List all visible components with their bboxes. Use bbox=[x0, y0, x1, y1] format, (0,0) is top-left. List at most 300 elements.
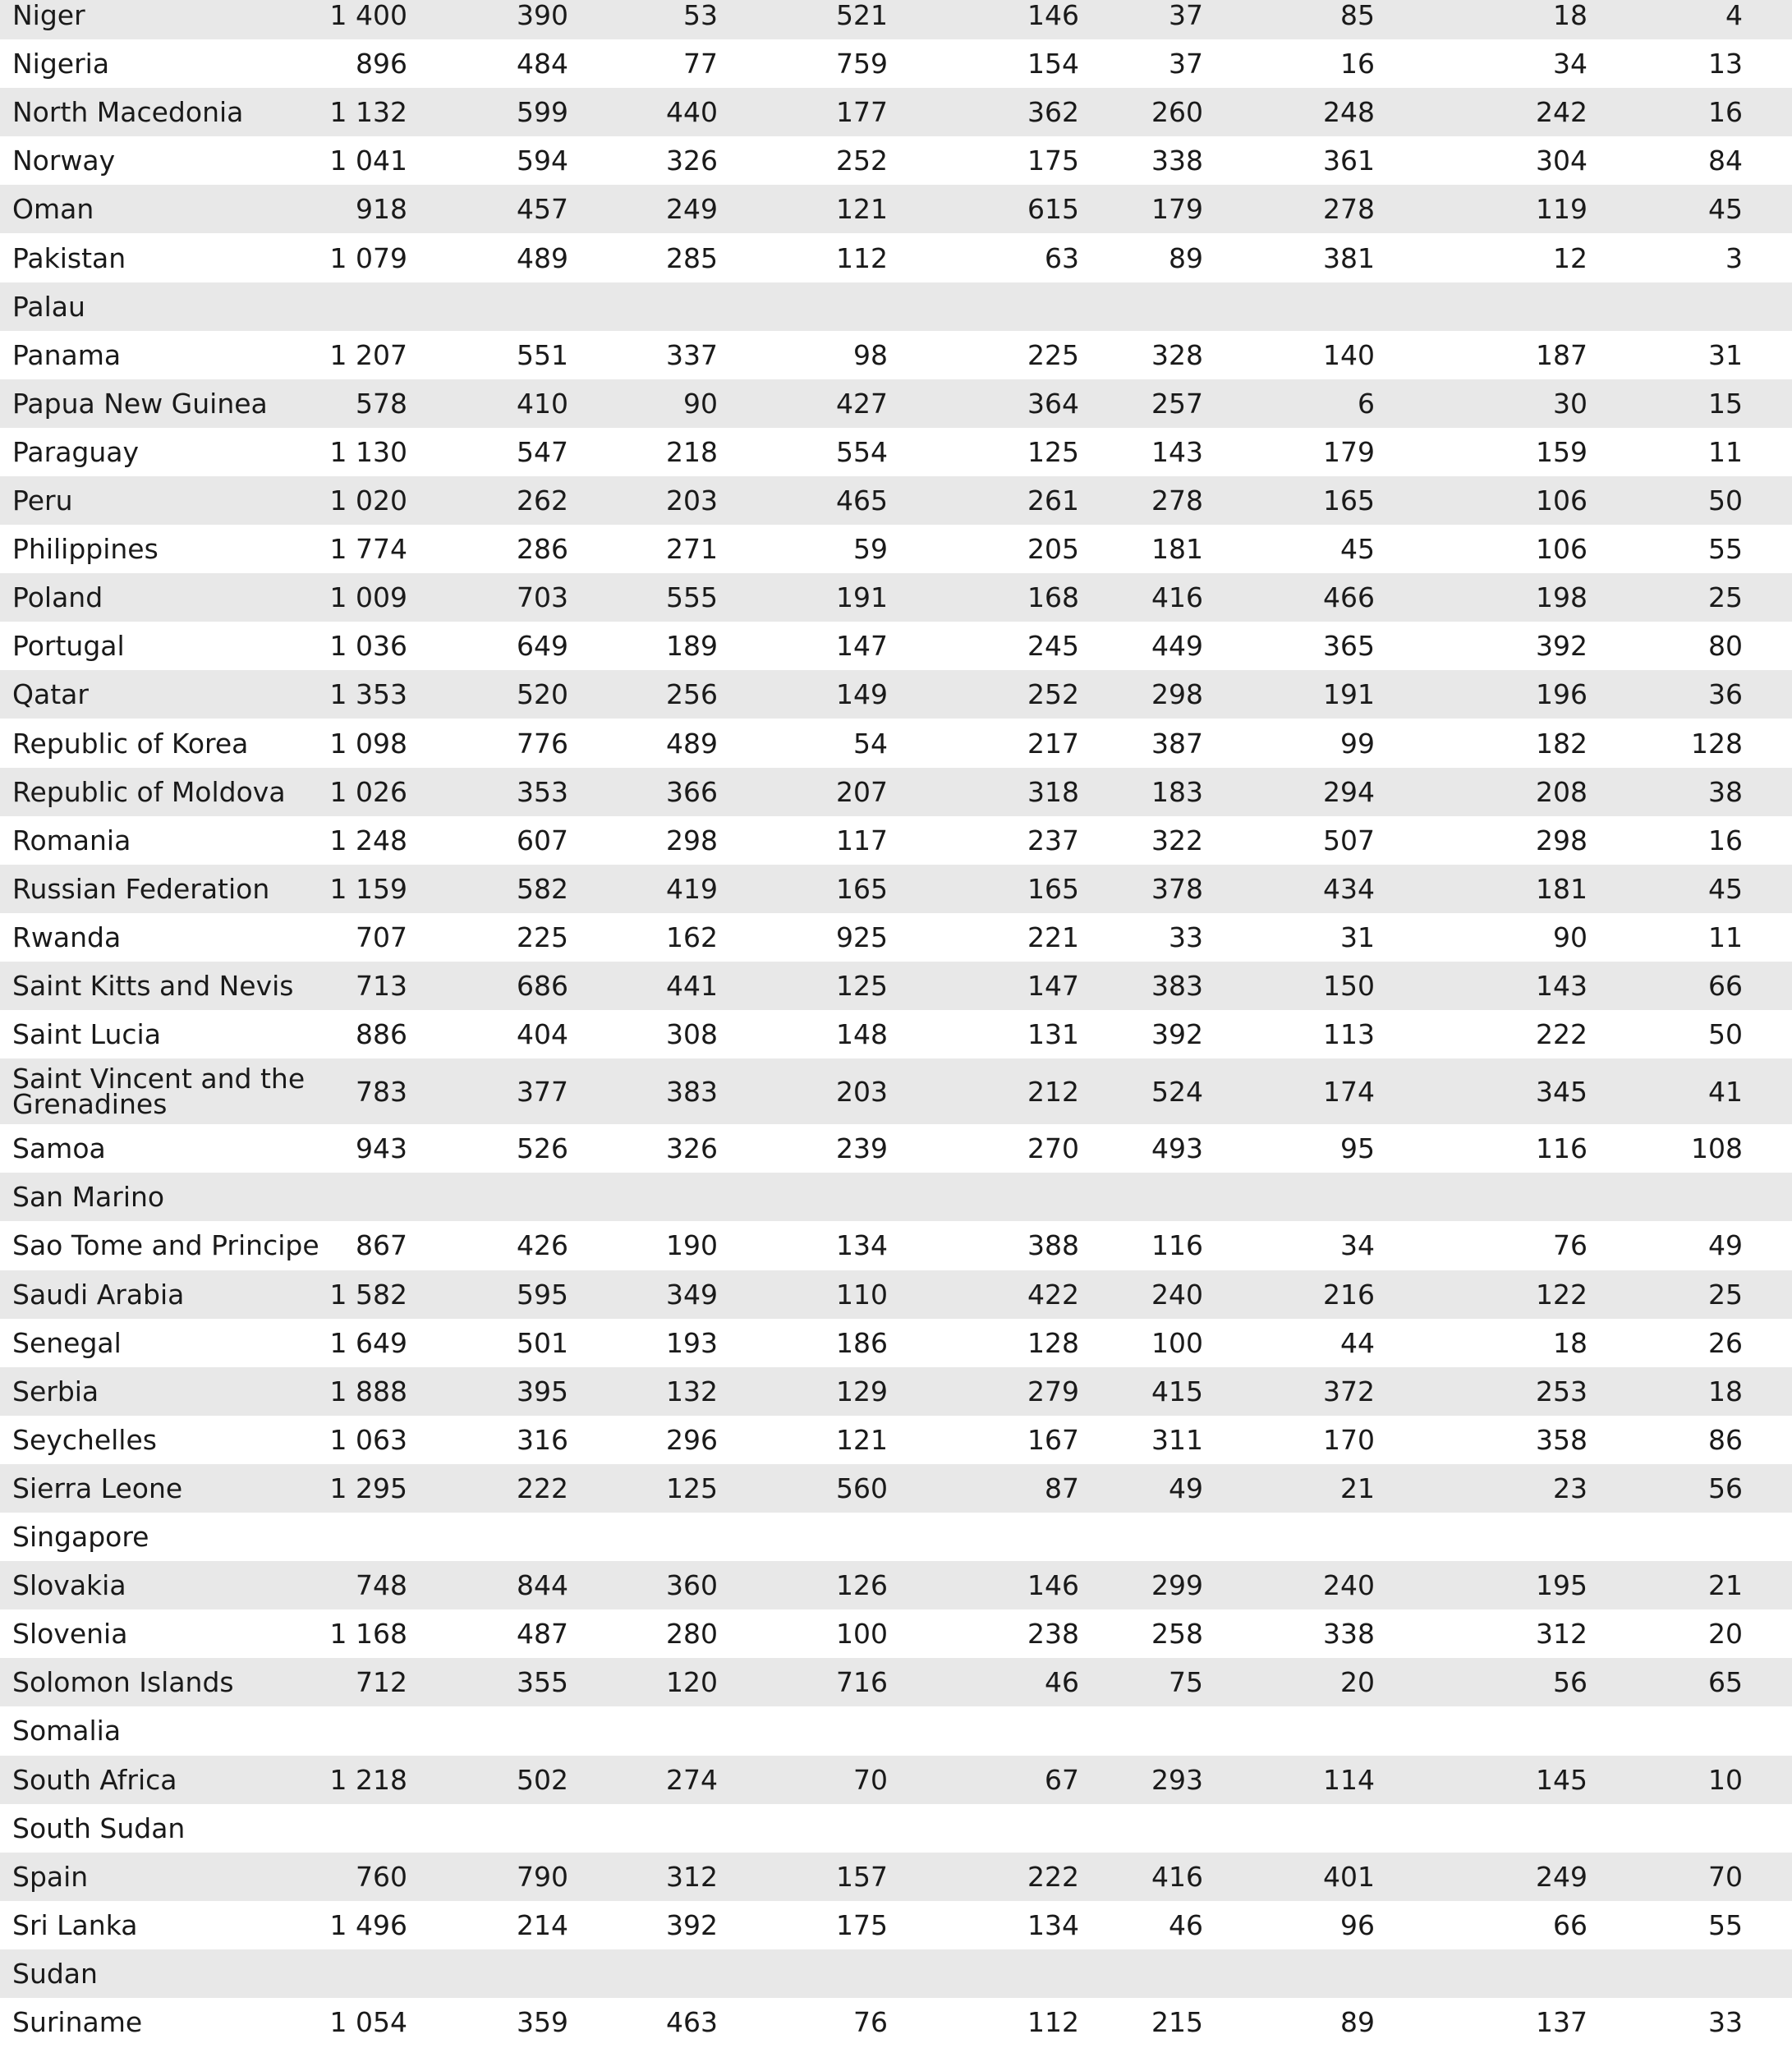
table-row bbox=[0, 1756, 1792, 1804]
value-cell-col-4: 177 bbox=[836, 96, 888, 128]
value-cell-col-7 bbox=[1211, 282, 1375, 331]
value-cell-col-8 bbox=[1423, 1173, 1588, 1221]
country-name-cell: Saint Kitts and Nevis bbox=[12, 970, 294, 1002]
country-name-cell: Panama bbox=[12, 339, 122, 371]
value-cell-col-7: 113 bbox=[1323, 1018, 1375, 1050]
country-name-cell: Saint Lucia bbox=[12, 1018, 161, 1050]
table-row bbox=[0, 1949, 1792, 1998]
value-cell-col-3: 271 bbox=[666, 533, 718, 565]
value-cell-col-8: 76 bbox=[1553, 1229, 1588, 1261]
value-cell-col-6: 392 bbox=[1151, 1018, 1203, 1050]
value-cell-col-6: 215 bbox=[1151, 2006, 1203, 2038]
value-cell-col-6: 116 bbox=[1151, 1229, 1203, 1261]
value-cell-col-4: 925 bbox=[836, 921, 888, 953]
value-cell-col-5: 245 bbox=[1027, 630, 1079, 662]
value-cell-col-7: 372 bbox=[1323, 1375, 1375, 1407]
value-cell-col-5: 225 bbox=[1027, 339, 1079, 371]
country-name-cell: San Marino bbox=[12, 1181, 165, 1213]
value-cell-col-9: 56 bbox=[1708, 1472, 1743, 1504]
country-name-cell: North Macedonia bbox=[12, 96, 244, 128]
value-cell-col-5: 67 bbox=[1045, 1764, 1079, 1796]
value-cell-col-5: 261 bbox=[1027, 484, 1079, 517]
value-cell-col-9: 26 bbox=[1708, 1327, 1743, 1359]
value-cell-col-4: 239 bbox=[836, 1132, 888, 1164]
country-name-cell: Republic of Korea bbox=[12, 728, 249, 760]
value-cell-col-1: 748 bbox=[356, 1569, 407, 1601]
value-cell-col-8: 145 bbox=[1536, 1764, 1588, 1796]
value-cell-col-4: 427 bbox=[836, 388, 888, 420]
value-cell-col-6 bbox=[1039, 1949, 1203, 1998]
country-name-cell: Palau bbox=[12, 291, 85, 323]
value-cell-col-4: 191 bbox=[836, 581, 888, 613]
value-cell-col-9: 45 bbox=[1708, 873, 1743, 905]
value-cell-col-5: 238 bbox=[1027, 1618, 1079, 1650]
value-cell-col-6: 299 bbox=[1151, 1569, 1203, 1601]
value-cell-col-2: 790 bbox=[517, 1861, 568, 1893]
value-cell-col-8: 66 bbox=[1553, 1909, 1588, 1941]
table-row bbox=[0, 1319, 1792, 1367]
value-cell-col-3: 366 bbox=[666, 776, 718, 808]
value-cell-col-4 bbox=[724, 1949, 888, 1998]
table-row bbox=[0, 1058, 1792, 1124]
table-row bbox=[0, 185, 1792, 233]
country-name-cell: Saint Vincent and the Grenadines bbox=[12, 1063, 306, 1120]
value-cell-col-2 bbox=[404, 1949, 568, 1998]
value-cell-col-5: 388 bbox=[1027, 1229, 1079, 1261]
value-cell-col-3 bbox=[554, 1706, 718, 1755]
value-cell-col-1: 1 132 bbox=[329, 96, 407, 128]
value-cell-col-2 bbox=[404, 282, 568, 331]
value-cell-col-1: 867 bbox=[356, 1229, 407, 1261]
value-cell-col-8: 122 bbox=[1536, 1279, 1588, 1311]
value-cell-col-9: 25 bbox=[1708, 1279, 1743, 1311]
value-cell-col-9: 31 bbox=[1708, 339, 1743, 371]
value-cell-col-5: 165 bbox=[1027, 873, 1079, 905]
table-row bbox=[0, 1270, 1792, 1319]
value-cell-col-2: 390 bbox=[517, 0, 568, 31]
value-cell-col-3: 337 bbox=[666, 339, 718, 371]
table-row bbox=[0, 962, 1792, 1010]
value-cell-col-5: 270 bbox=[1027, 1132, 1079, 1164]
value-cell-col-3: 285 bbox=[666, 242, 718, 274]
country-name-cell: Singapore bbox=[12, 1521, 149, 1553]
value-cell-col-2: 225 bbox=[517, 921, 568, 953]
value-cell-col-2: 686 bbox=[517, 970, 568, 1002]
country-name-cell: South Sudan bbox=[12, 1812, 186, 1844]
value-cell-col-4: 554 bbox=[836, 436, 888, 468]
value-cell-col-2: 594 bbox=[517, 145, 568, 177]
table-row bbox=[0, 622, 1792, 670]
value-cell-col-8: 116 bbox=[1536, 1132, 1588, 1164]
value-cell-col-7 bbox=[1211, 1173, 1375, 1221]
value-cell-col-6: 449 bbox=[1151, 630, 1203, 662]
value-cell-col-2: 214 bbox=[517, 1909, 568, 1941]
value-cell-col-4: 121 bbox=[836, 1424, 888, 1456]
value-cell-col-9 bbox=[1578, 1804, 1743, 1853]
value-cell-col-7: 170 bbox=[1323, 1424, 1375, 1456]
value-cell-col-8: 298 bbox=[1536, 824, 1588, 856]
value-cell-col-3: 463 bbox=[666, 2006, 718, 2038]
value-cell-col-5: 318 bbox=[1027, 776, 1079, 808]
value-cell-col-8: 181 bbox=[1536, 873, 1588, 905]
value-cell-col-8: 253 bbox=[1536, 1375, 1588, 1407]
value-cell-col-8: 137 bbox=[1536, 2006, 1588, 2038]
value-cell-col-7: 381 bbox=[1323, 242, 1375, 274]
value-cell-col-5: 131 bbox=[1027, 1018, 1079, 1050]
country-name-cell: Rwanda bbox=[12, 921, 122, 953]
value-cell-col-3: 419 bbox=[666, 873, 718, 905]
country-name-cell: Seychelles bbox=[12, 1424, 157, 1456]
value-cell-col-2: 526 bbox=[517, 1132, 568, 1164]
value-cell-col-1: 1 496 bbox=[329, 1909, 407, 1941]
value-cell-col-3: 203 bbox=[666, 484, 718, 517]
value-cell-col-4 bbox=[724, 282, 888, 331]
value-cell-col-2: 355 bbox=[517, 1666, 568, 1698]
country-name-cell: Sierra Leone bbox=[12, 1472, 183, 1504]
value-cell-col-6: 260 bbox=[1151, 96, 1203, 128]
value-cell-col-2: 489 bbox=[517, 242, 568, 274]
table-row bbox=[0, 1901, 1792, 1949]
country-name-cell: Sri Lanka bbox=[12, 1909, 138, 1941]
value-cell-col-6: 416 bbox=[1151, 581, 1203, 613]
value-cell-col-4 bbox=[724, 1173, 888, 1221]
country-name-cell: Serbia bbox=[12, 1375, 99, 1407]
value-cell-col-9: 11 bbox=[1708, 436, 1743, 468]
value-cell-col-8: 18 bbox=[1553, 0, 1588, 31]
value-cell-col-2: 426 bbox=[517, 1229, 568, 1261]
value-cell-col-9 bbox=[1578, 1173, 1743, 1221]
table-row bbox=[0, 39, 1792, 88]
value-cell-col-3: 312 bbox=[666, 1861, 718, 1893]
value-cell-col-2: 316 bbox=[517, 1424, 568, 1456]
value-cell-col-3: 190 bbox=[666, 1229, 718, 1261]
value-cell-col-2: 595 bbox=[517, 1279, 568, 1311]
value-cell-col-4: 129 bbox=[836, 1375, 888, 1407]
value-cell-col-9: 15 bbox=[1708, 388, 1743, 420]
value-cell-col-7: 278 bbox=[1323, 193, 1375, 225]
value-cell-col-8: 358 bbox=[1536, 1424, 1588, 1456]
value-cell-col-8: 12 bbox=[1553, 242, 1588, 274]
value-cell-col-7: 174 bbox=[1323, 1075, 1375, 1108]
value-cell-col-4: 70 bbox=[853, 1764, 888, 1796]
value-cell-col-3: 326 bbox=[666, 1132, 718, 1164]
value-cell-col-8: 182 bbox=[1536, 728, 1588, 760]
table-row bbox=[0, 1416, 1792, 1464]
value-cell-col-1: 713 bbox=[356, 970, 407, 1002]
value-cell-col-4: 112 bbox=[836, 242, 888, 274]
value-cell-col-1: 1 774 bbox=[329, 533, 407, 565]
table-row bbox=[0, 1804, 1792, 1853]
value-cell-col-4: 117 bbox=[836, 824, 888, 856]
value-cell-col-6 bbox=[1039, 1513, 1203, 1561]
value-cell-col-6: 183 bbox=[1151, 776, 1203, 808]
value-cell-col-3: 256 bbox=[666, 678, 718, 710]
table-row bbox=[0, 1853, 1792, 1901]
value-cell-col-4: 157 bbox=[836, 1861, 888, 1893]
value-cell-col-7: 361 bbox=[1323, 145, 1375, 177]
value-cell-col-1: 578 bbox=[356, 388, 407, 420]
table-row bbox=[0, 1124, 1792, 1173]
value-cell-col-9 bbox=[1578, 1949, 1743, 1998]
value-cell-col-3: 392 bbox=[666, 1909, 718, 1941]
value-cell-col-3: 298 bbox=[666, 824, 718, 856]
value-cell-col-1: 1 888 bbox=[329, 1375, 407, 1407]
table-row bbox=[0, 234, 1792, 282]
value-cell-col-3: 90 bbox=[683, 388, 718, 420]
country-name-cell: Sao Tome and Principe bbox=[12, 1229, 319, 1261]
value-cell-col-8: 30 bbox=[1553, 388, 1588, 420]
value-cell-col-5: 46 bbox=[1045, 1666, 1079, 1698]
table-row bbox=[0, 573, 1792, 622]
value-cell-col-2: 353 bbox=[517, 776, 568, 808]
value-cell-col-1: 1 026 bbox=[329, 776, 407, 808]
table-row bbox=[0, 1609, 1792, 1658]
table-row bbox=[0, 331, 1792, 379]
value-cell-col-3: 308 bbox=[666, 1018, 718, 1050]
table-row bbox=[0, 1010, 1792, 1058]
value-cell-col-1: 1 098 bbox=[329, 728, 407, 760]
table-row bbox=[0, 719, 1792, 768]
value-cell-col-3 bbox=[554, 1173, 718, 1221]
table-row bbox=[0, 1464, 1792, 1513]
country-name-cell: Paraguay bbox=[12, 436, 140, 468]
value-cell-col-2: 649 bbox=[517, 630, 568, 662]
table-row bbox=[0, 136, 1792, 185]
value-cell-col-1: 1 218 bbox=[329, 1764, 407, 1796]
value-cell-col-8: 159 bbox=[1536, 436, 1588, 468]
value-cell-col-9: 18 bbox=[1708, 1375, 1743, 1407]
value-cell-col-9: 66 bbox=[1708, 970, 1743, 1002]
value-cell-col-4 bbox=[724, 1706, 888, 1755]
value-cell-col-2: 404 bbox=[517, 1018, 568, 1050]
value-cell-col-9: 11 bbox=[1708, 921, 1743, 953]
value-cell-col-6: 383 bbox=[1151, 970, 1203, 1002]
value-cell-col-6: 524 bbox=[1151, 1075, 1203, 1108]
country-name-cell: Philippines bbox=[12, 533, 159, 565]
value-cell-col-8: 345 bbox=[1536, 1075, 1588, 1108]
value-cell-col-5: 87 bbox=[1045, 1472, 1079, 1504]
value-cell-col-6: 46 bbox=[1169, 1909, 1203, 1941]
country-name-cell: Solomon Islands bbox=[12, 1666, 234, 1698]
value-cell-col-7: 114 bbox=[1323, 1764, 1375, 1796]
value-cell-col-2: 487 bbox=[517, 1618, 568, 1650]
value-cell-col-4: 465 bbox=[836, 484, 888, 517]
value-cell-col-9: 4 bbox=[1725, 0, 1743, 31]
value-cell-col-7: 95 bbox=[1340, 1132, 1375, 1164]
country-name-cell: Saudi Arabia bbox=[12, 1279, 185, 1311]
value-cell-col-6: 33 bbox=[1169, 921, 1203, 953]
value-cell-col-9: 55 bbox=[1708, 1909, 1743, 1941]
value-cell-col-2: 547 bbox=[517, 436, 568, 468]
value-cell-col-7: 294 bbox=[1323, 776, 1375, 808]
value-cell-col-8: 249 bbox=[1536, 1861, 1588, 1893]
value-cell-col-2: 501 bbox=[517, 1327, 568, 1359]
value-cell-col-5: 212 bbox=[1027, 1075, 1079, 1108]
value-cell-col-2: 502 bbox=[517, 1764, 568, 1796]
country-name-cell: Norway bbox=[12, 145, 116, 177]
value-cell-col-2: 286 bbox=[517, 533, 568, 565]
value-cell-col-1 bbox=[243, 1513, 407, 1561]
value-cell-col-2: 457 bbox=[517, 193, 568, 225]
country-name-cell: Poland bbox=[12, 581, 103, 613]
value-cell-col-1: 896 bbox=[356, 48, 407, 80]
value-cell-col-6: 493 bbox=[1151, 1132, 1203, 1164]
value-cell-col-8: 23 bbox=[1553, 1472, 1588, 1504]
value-cell-col-3: 132 bbox=[666, 1375, 718, 1407]
value-cell-col-8 bbox=[1423, 1804, 1588, 1853]
value-cell-col-5: 222 bbox=[1027, 1861, 1079, 1893]
value-cell-col-9: 84 bbox=[1708, 145, 1743, 177]
value-cell-col-6: 293 bbox=[1151, 1764, 1203, 1796]
value-cell-col-9 bbox=[1578, 1706, 1743, 1755]
value-cell-col-4: 716 bbox=[836, 1666, 888, 1698]
value-cell-col-1: 1 207 bbox=[329, 339, 407, 371]
value-cell-col-9 bbox=[1578, 282, 1743, 331]
value-cell-col-4: 175 bbox=[836, 1909, 888, 1941]
value-cell-col-5: 154 bbox=[1027, 48, 1079, 80]
value-cell-col-3: 125 bbox=[666, 1472, 718, 1504]
value-cell-col-7: 89 bbox=[1340, 2006, 1375, 2038]
value-cell-col-4: 59 bbox=[853, 533, 888, 565]
value-cell-col-3: 296 bbox=[666, 1424, 718, 1456]
value-cell-col-5: 128 bbox=[1027, 1327, 1079, 1359]
value-cell-col-6: 378 bbox=[1151, 873, 1203, 905]
country-name-cell: Russian Federation bbox=[12, 873, 270, 905]
value-cell-col-2: 520 bbox=[517, 678, 568, 710]
value-cell-col-1: 1 079 bbox=[329, 242, 407, 274]
table-row bbox=[0, 913, 1792, 962]
value-cell-col-9: 55 bbox=[1708, 533, 1743, 565]
value-cell-col-5: 146 bbox=[1027, 1569, 1079, 1601]
value-cell-col-2 bbox=[404, 1513, 568, 1561]
value-cell-col-4: 76 bbox=[853, 2006, 888, 2038]
value-cell-col-7: 44 bbox=[1340, 1327, 1375, 1359]
value-cell-col-4: 165 bbox=[836, 873, 888, 905]
value-cell-col-6: 416 bbox=[1151, 1861, 1203, 1893]
value-cell-col-9: 3 bbox=[1725, 242, 1743, 274]
value-cell-col-2 bbox=[404, 1173, 568, 1221]
value-cell-col-1: 707 bbox=[356, 921, 407, 953]
value-cell-col-8: 187 bbox=[1536, 339, 1588, 371]
value-cell-col-4: 207 bbox=[836, 776, 888, 808]
value-cell-col-7: 191 bbox=[1323, 678, 1375, 710]
value-cell-col-8: 34 bbox=[1553, 48, 1588, 80]
value-cell-col-1: 1 649 bbox=[329, 1327, 407, 1359]
value-cell-col-2: 395 bbox=[517, 1375, 568, 1407]
value-cell-col-1: 1 582 bbox=[329, 1279, 407, 1311]
country-name-cell: Somalia bbox=[12, 1715, 122, 1747]
table-row bbox=[0, 816, 1792, 865]
value-cell-col-6: 143 bbox=[1151, 436, 1203, 468]
value-cell-col-2: 582 bbox=[517, 873, 568, 905]
country-name-cell: Suriname bbox=[12, 2006, 143, 2038]
value-cell-col-7 bbox=[1211, 1804, 1375, 1853]
value-cell-col-9: 128 bbox=[1691, 728, 1743, 760]
value-cell-col-7: 179 bbox=[1323, 436, 1375, 468]
value-cell-col-6: 179 bbox=[1151, 193, 1203, 225]
value-cell-col-1 bbox=[243, 1173, 407, 1221]
value-cell-col-3: 326 bbox=[666, 145, 718, 177]
value-cell-col-2 bbox=[404, 1804, 568, 1853]
value-cell-col-1: 1 248 bbox=[329, 824, 407, 856]
value-cell-col-7 bbox=[1211, 1949, 1375, 1998]
value-cell-col-7: 20 bbox=[1340, 1666, 1375, 1698]
value-cell-col-4: 54 bbox=[853, 728, 888, 760]
value-cell-col-6: 322 bbox=[1151, 824, 1203, 856]
value-cell-col-2: 377 bbox=[517, 1075, 568, 1108]
value-cell-col-3: 53 bbox=[683, 0, 718, 31]
value-cell-col-5: 167 bbox=[1027, 1424, 1079, 1456]
value-cell-col-8: 208 bbox=[1536, 776, 1588, 808]
table-row bbox=[0, 1367, 1792, 1416]
value-cell-col-8 bbox=[1423, 1949, 1588, 1998]
value-cell-col-6: 49 bbox=[1169, 1472, 1203, 1504]
value-cell-col-9: 80 bbox=[1708, 630, 1743, 662]
value-cell-col-3 bbox=[554, 1804, 718, 1853]
table-row bbox=[0, 1173, 1792, 1221]
value-cell-col-9: 16 bbox=[1708, 824, 1743, 856]
country-name-cell: Papua New Guinea bbox=[12, 388, 268, 420]
value-cell-col-2: 551 bbox=[517, 339, 568, 371]
value-cell-col-2: 844 bbox=[517, 1569, 568, 1601]
table-row bbox=[0, 1561, 1792, 1609]
table-row bbox=[0, 428, 1792, 476]
value-cell-col-6: 298 bbox=[1151, 678, 1203, 710]
value-cell-col-7: 85 bbox=[1340, 0, 1375, 31]
value-cell-col-7: 45 bbox=[1340, 533, 1375, 565]
value-cell-col-9: 50 bbox=[1708, 1018, 1743, 1050]
table-row bbox=[0, 476, 1792, 525]
value-cell-col-3: 489 bbox=[666, 728, 718, 760]
value-cell-col-5: 175 bbox=[1027, 145, 1079, 177]
value-cell-col-4: 252 bbox=[836, 145, 888, 177]
value-cell-col-9: 16 bbox=[1708, 96, 1743, 128]
value-cell-col-9: 108 bbox=[1691, 1132, 1743, 1164]
country-name-cell: Sudan bbox=[12, 1958, 98, 1990]
value-cell-col-6: 415 bbox=[1151, 1375, 1203, 1407]
value-cell-col-4: 203 bbox=[836, 1075, 888, 1108]
value-cell-col-3: 274 bbox=[666, 1764, 718, 1796]
value-cell-col-8: 392 bbox=[1536, 630, 1588, 662]
value-cell-col-3: 440 bbox=[666, 96, 718, 128]
value-cell-col-5: 146 bbox=[1027, 0, 1079, 31]
value-cell-col-7: 21 bbox=[1340, 1472, 1375, 1504]
value-cell-col-1 bbox=[243, 1949, 407, 1998]
value-cell-col-3: 555 bbox=[666, 581, 718, 613]
value-cell-col-4: 148 bbox=[836, 1018, 888, 1050]
value-cell-col-5: 205 bbox=[1027, 533, 1079, 565]
value-cell-col-1: 1 295 bbox=[329, 1472, 407, 1504]
value-cell-col-7: 99 bbox=[1340, 728, 1375, 760]
value-cell-col-1: 918 bbox=[356, 193, 407, 225]
value-cell-col-7: 16 bbox=[1340, 48, 1375, 80]
country-name-cell: Spain bbox=[12, 1861, 89, 1893]
value-cell-col-1: 1 036 bbox=[329, 630, 407, 662]
value-cell-col-6: 311 bbox=[1151, 1424, 1203, 1456]
value-cell-col-8: 18 bbox=[1553, 1327, 1588, 1359]
value-cell-col-1: 1 020 bbox=[329, 484, 407, 517]
value-cell-col-3 bbox=[554, 282, 718, 331]
country-name-cell: Slovakia bbox=[12, 1569, 126, 1601]
value-cell-col-3: 120 bbox=[666, 1666, 718, 1698]
table-row bbox=[0, 1513, 1792, 1561]
value-cell-col-1: 886 bbox=[356, 1018, 407, 1050]
value-cell-col-1 bbox=[243, 1804, 407, 1853]
value-cell-col-3: 280 bbox=[666, 1618, 718, 1650]
country-name-cell: Slovenia bbox=[12, 1618, 128, 1650]
value-cell-col-4 bbox=[724, 1513, 888, 1561]
value-cell-col-1 bbox=[243, 1706, 407, 1755]
